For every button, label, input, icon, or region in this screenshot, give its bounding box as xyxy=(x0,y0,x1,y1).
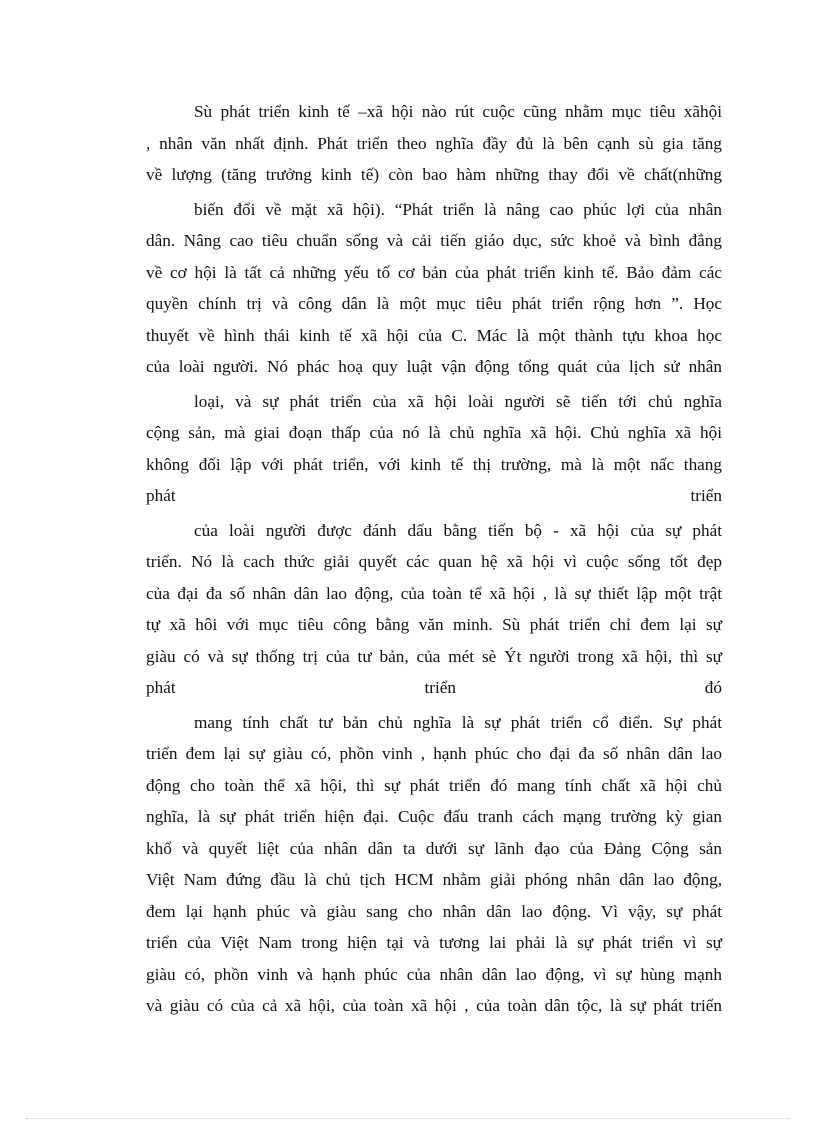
text-line: triển. Nó là cach thức giải quyết các quan hệ xã hội vì cuộc sống tốt đẹp xyxy=(146,552,722,571)
text-line: triển của Việt Nam trong hiện tại và tương lai phải là sự phát triển vì sự xyxy=(146,933,722,952)
text-line: mang tính chất tư bản chủ nghĩa là sự phát triển cổ điển. Sự phát xyxy=(194,712,722,732)
text-line: về lượng (tăng trưởng kinh tế) còn bao hàm những thay đổi về chất(những xyxy=(146,165,722,184)
text-line: giàu có và sự thống trị của tư bản, của mét sè Ýt người trong xã hội, thì sự xyxy=(146,646,722,666)
text-line: về cơ hội là tất cả những yếu tố cơ bản của phát triển kinh tế. Bảo đảm các xyxy=(146,262,722,282)
text-line: nghĩa, là sự phát triển hiện đại. Cuộc đấu tranh cách mạng trường kỳ gian xyxy=(146,807,722,826)
text-line: dân. Nâng cao tiêu chuẩn sống và cải tiến giáo dục, sức khoẻ và bình đẳng xyxy=(146,231,722,250)
text-line: của đại đa số nhân dân lao động, của toàn tể xã hội , là sự thiết lập một trật xyxy=(146,583,722,603)
text-line: biến đổi về mặt xã hội). “Phát triển là nâng cao phúc lợi của nhân xyxy=(194,199,722,219)
text-line: quyền chính trị và công dân là một mục tiêu phát triển rộng hơn ”. Học xyxy=(146,294,722,313)
text-line: phát triển đó xyxy=(146,678,722,697)
text-line: động cho toàn thể xã hội, thì sự phát triển đó mang tính chất xã hội chủ xyxy=(146,775,722,795)
text-line: Sù phát triển kinh tế –xã hội nào rút cuộc cũng nhằm mục tiêu xãhội xyxy=(194,102,722,121)
text-line: và giàu có của cả xã hội, của toàn xã hội , của toàn dân tộc, là sự phát triển xyxy=(146,996,722,1015)
text-line: khổ và quyết liệt của nhân dân ta dưới sự lãnh đạo của Đảng Cộng sản xyxy=(146,838,722,858)
text-line: thuyết về hình thái kinh tế xã hội của C. Mác là một thành tựu khoa học xyxy=(146,325,722,345)
text-line: tự xã hôi với mục tiêu công bằng văn minh. Sù phát triển chỉ đem lại sự xyxy=(146,615,722,634)
text-line: Việt Nam đứng đầu là chủ tịch HCM nhằm giải phóng nhân dân lao động, xyxy=(146,870,722,889)
text-line: loại, và sự phát triển của xã hội loài người sẽ tiến tới chủ nghĩa xyxy=(194,391,722,411)
text-line: không đối lập với phát triển, với kinh tế thị trường, mà là một nấc thang xyxy=(146,454,722,474)
text-line: đem lại hạnh phúc và giàu sang cho nhân dân lao động. Vì vậy, sự phát xyxy=(146,901,722,921)
text-line: phát triển xyxy=(146,486,722,505)
text-line: cộng sản, mà giai đoạn thấp của nó là chủ nghĩa xã hội. Chủ nghĩa xã hội xyxy=(146,423,722,442)
text-line: triển đem lại sự giàu có, phồn vinh , hạnh phúc cho đại đa số nhân dân lao xyxy=(146,744,722,763)
text-line: giàu có, phồn vinh và hạnh phúc của nhân dân lao động, vì sự hùng mạnh xyxy=(146,964,722,984)
text-line: , nhân văn nhất định. Phát triển theo nghĩa đầy đủ là bên cạnh sù gia tăng xyxy=(146,133,722,153)
text-line: của loài người. Nó phác hoạ quy luật vận động tổng quát của lịch sử nhân xyxy=(146,357,722,376)
page-bottom-border xyxy=(26,1118,790,1119)
body-text xyxy=(146,96,722,1022)
text-line: của loài người được đánh dấu bằng tiến bộ - xã hội của sự phát xyxy=(194,520,722,540)
